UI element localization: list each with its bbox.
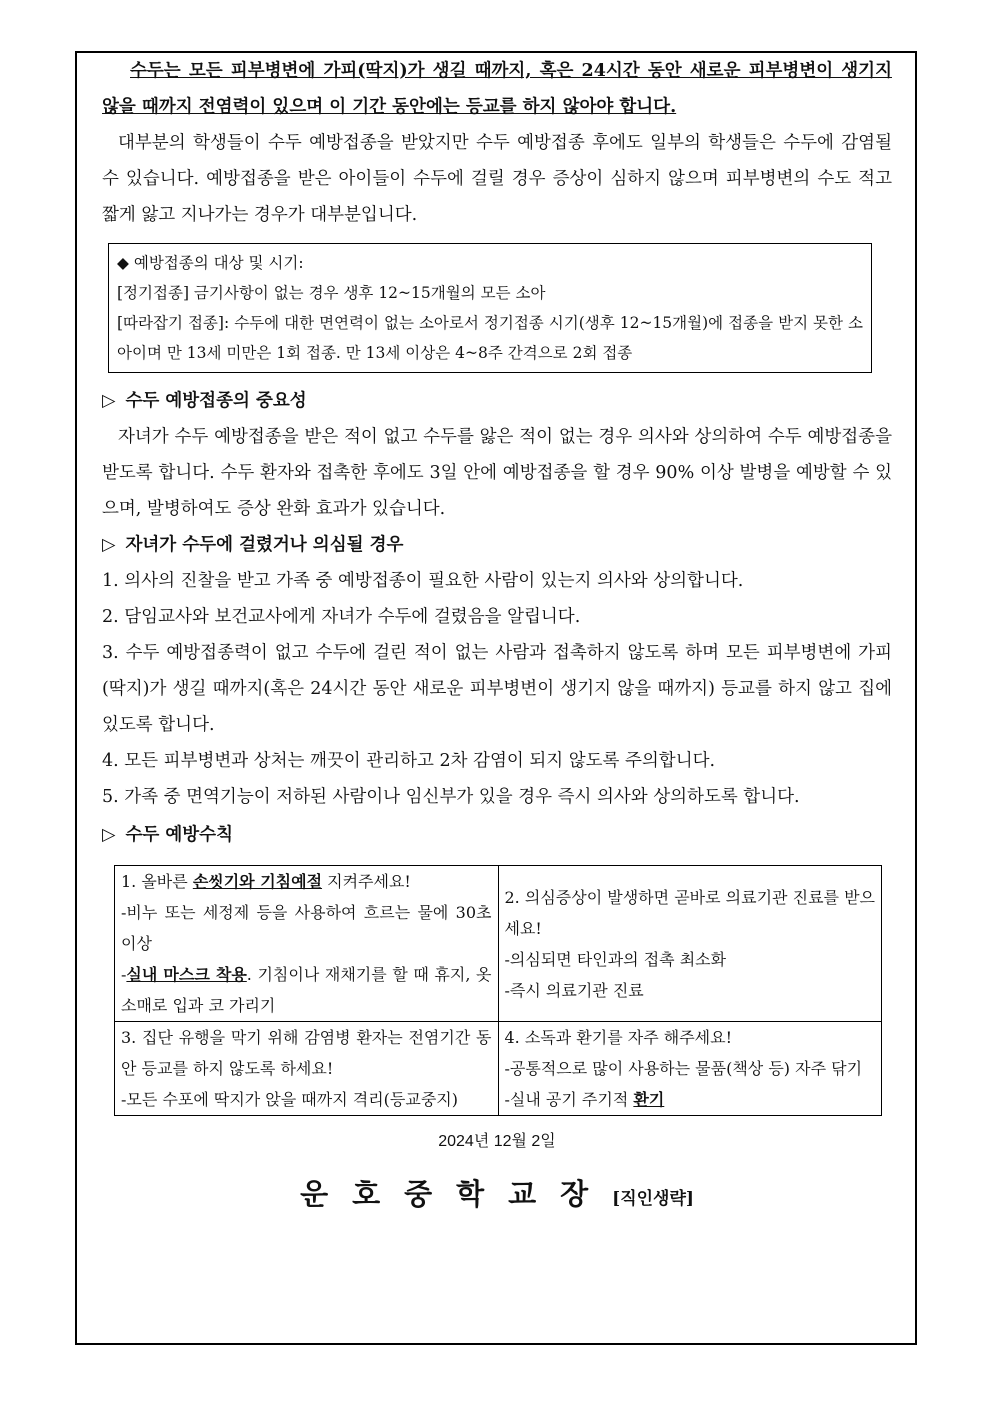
infected-steps-list (102, 563, 892, 815)
triangle-marker-icon: ▷ (102, 825, 116, 845)
list-item: 3. 수두 예방접종력이 없고 수두에 걸린 적이 없는 사람과 접촉하지 않도록 하며 모든 피부병변에 가피(딱지)가 생길 때까지(혹은 24시간 동안 새로운 피부병변이 생기지 않을 때까지) 등교를 하지 않고 집에 있도록 합니다. (102, 643, 892, 735)
triangle-marker-icon: ▷ (102, 391, 116, 411)
tip2-title: 2. 의심증상이 발생하면 곧바로 의료기관 진료를 받으세요! (504, 887, 875, 938)
contagion-notice: 수두는 모든 피부병변에 가피(딱지)가 생길 때까지, 혹은 24시간 동안 새로운 피부병변이 생기지 않을 때까지 전염력이 있으며 이 기간 동안에는 등교를 하지 않아야 합니다. (102, 61, 892, 117)
importance-title: 수두 예방접종의 중요성 (125, 391, 307, 411)
tip3-line2: -모든 수포에 딱지가 앉을 때까지 격리(등교중지) (121, 1090, 458, 1109)
tip1-emphasis: 손씻기와 기침예절 (192, 872, 323, 891)
document-content (102, 53, 892, 1213)
vaccination-box-title: ◆ 예방접종의 대상 및 시기: (117, 254, 304, 272)
catchup-vaccination: [따라잡기 접종]: 수두에 대한 면연력이 없는 소아로서 정기접종 시기(생후 12~15개월)에 접종을 받지 못한 소아이며 만 13세 미만은 1회 접종. 만 13세 이상은 4~8주 간격으로 2회 접종 (117, 314, 863, 362)
tip2-line3: -즉시 의료기관 진료 (504, 980, 644, 1000)
tip1-line2: -비누 또는 세정제 등을 사용하여 흐르는 물에 30초 이상 (121, 903, 492, 953)
infected-heading (102, 527, 892, 563)
tip3-title: 3. 집단 유행을 막기 위해 감염병 환자는 전염기간 동안 등교를 하지 않도록 하세요! (121, 1028, 492, 1078)
prevention-tips-table (114, 865, 882, 1116)
tip4-line2: -공통적으로 많이 사용하는 물품(책상 등) 자주 닦기 (504, 1059, 863, 1078)
tip1-mask-emphasis: 실내 마스크 착용 (126, 965, 247, 984)
vaccination-info-box (108, 243, 872, 373)
list-item: 1. 의사의 진찰을 받고 가족 중 예방접종이 필요한 사람이 있는지 의사와 상의합니다. (102, 571, 744, 591)
list-item: 2. 담임교사와 보건교사에게 자녀가 수두에 걸렸음을 알립니다. (102, 607, 581, 627)
tip-cell-ventilation (498, 1022, 882, 1116)
triangle-marker-icon: ▷ (102, 535, 116, 555)
tip4-emphasis: 환기 (633, 1090, 665, 1109)
seal-omitted-note: [직인생략] (612, 1189, 694, 1209)
intro-paragraph: 대부분의 학생들이 수두 예방접종을 받았지만 수두 예방접종 후에도 일부의 학생들은 수두에 감염될 수 있습니다. 예방접종을 받은 아이들이 수두에 걸릴 경우 증상이 심하지 않으며 피부병변의 수도 적고 짧게 앓고 지나가는 경우가 대부분입니다. (102, 133, 892, 225)
tip2-line2: -의심되면 타인과의 접촉 최소화 (504, 949, 727, 969)
importance-body: 자녀가 수두 예방접종을 받은 적이 없고 수두를 앓은 적이 없는 경우 의사와 상의하여 수두 예방접종을 받도록 합니다. 수두 환자와 접촉한 후에도 3일 안에 예방접종을 할 경우 90% 이상 발병을 예방할 수 있으며, 발병하여도 증상 완화 효과가 있습니다. (102, 427, 892, 519)
tip-cell-symptoms (498, 866, 882, 1022)
school-principal-name: 운호중학교장 (300, 1177, 613, 1211)
tip1-title: 1. 올바른 손씻기와 기침예절 지켜주세요! (121, 872, 411, 891)
tip-cell-isolation (115, 1022, 499, 1116)
tip4-title: 4. 소독과 환기를 자주 해주세요! (504, 1028, 733, 1047)
prevention-title: 수두 예방수칙 (125, 825, 233, 845)
document-date: 2024년 12월 2일 (438, 1133, 556, 1150)
list-item: 5. 가족 중 면역기능이 저하된 사람이나 임신부가 있을 경우 즉시 의사와 상의하도록 합니다. (102, 787, 800, 807)
tip4-line3: -실내 공기 주기적 환기 (504, 1090, 665, 1109)
document-frame (75, 51, 917, 1345)
list-item: 4. 모든 피부병변과 상처는 깨끗이 관리하고 2차 감염이 되지 않도록 주의합니다. (102, 751, 716, 771)
infected-title: 자녀가 수두에 걸렸거나 의심될 경우 (125, 535, 404, 555)
tip1-line3: -실내 마스크 착용. 기침이나 재채기를 할 때 휴지, 옷소매로 입과 코 가리기 (121, 965, 492, 1015)
tip-cell-handwashing (115, 866, 499, 1022)
regular-vaccination: [정기접종] 금기사항이 없는 경우 생후 12~15개월의 모든 소아 (117, 284, 546, 302)
prevention-heading (102, 817, 892, 853)
signature-block (102, 1172, 892, 1213)
importance-heading (102, 383, 892, 419)
